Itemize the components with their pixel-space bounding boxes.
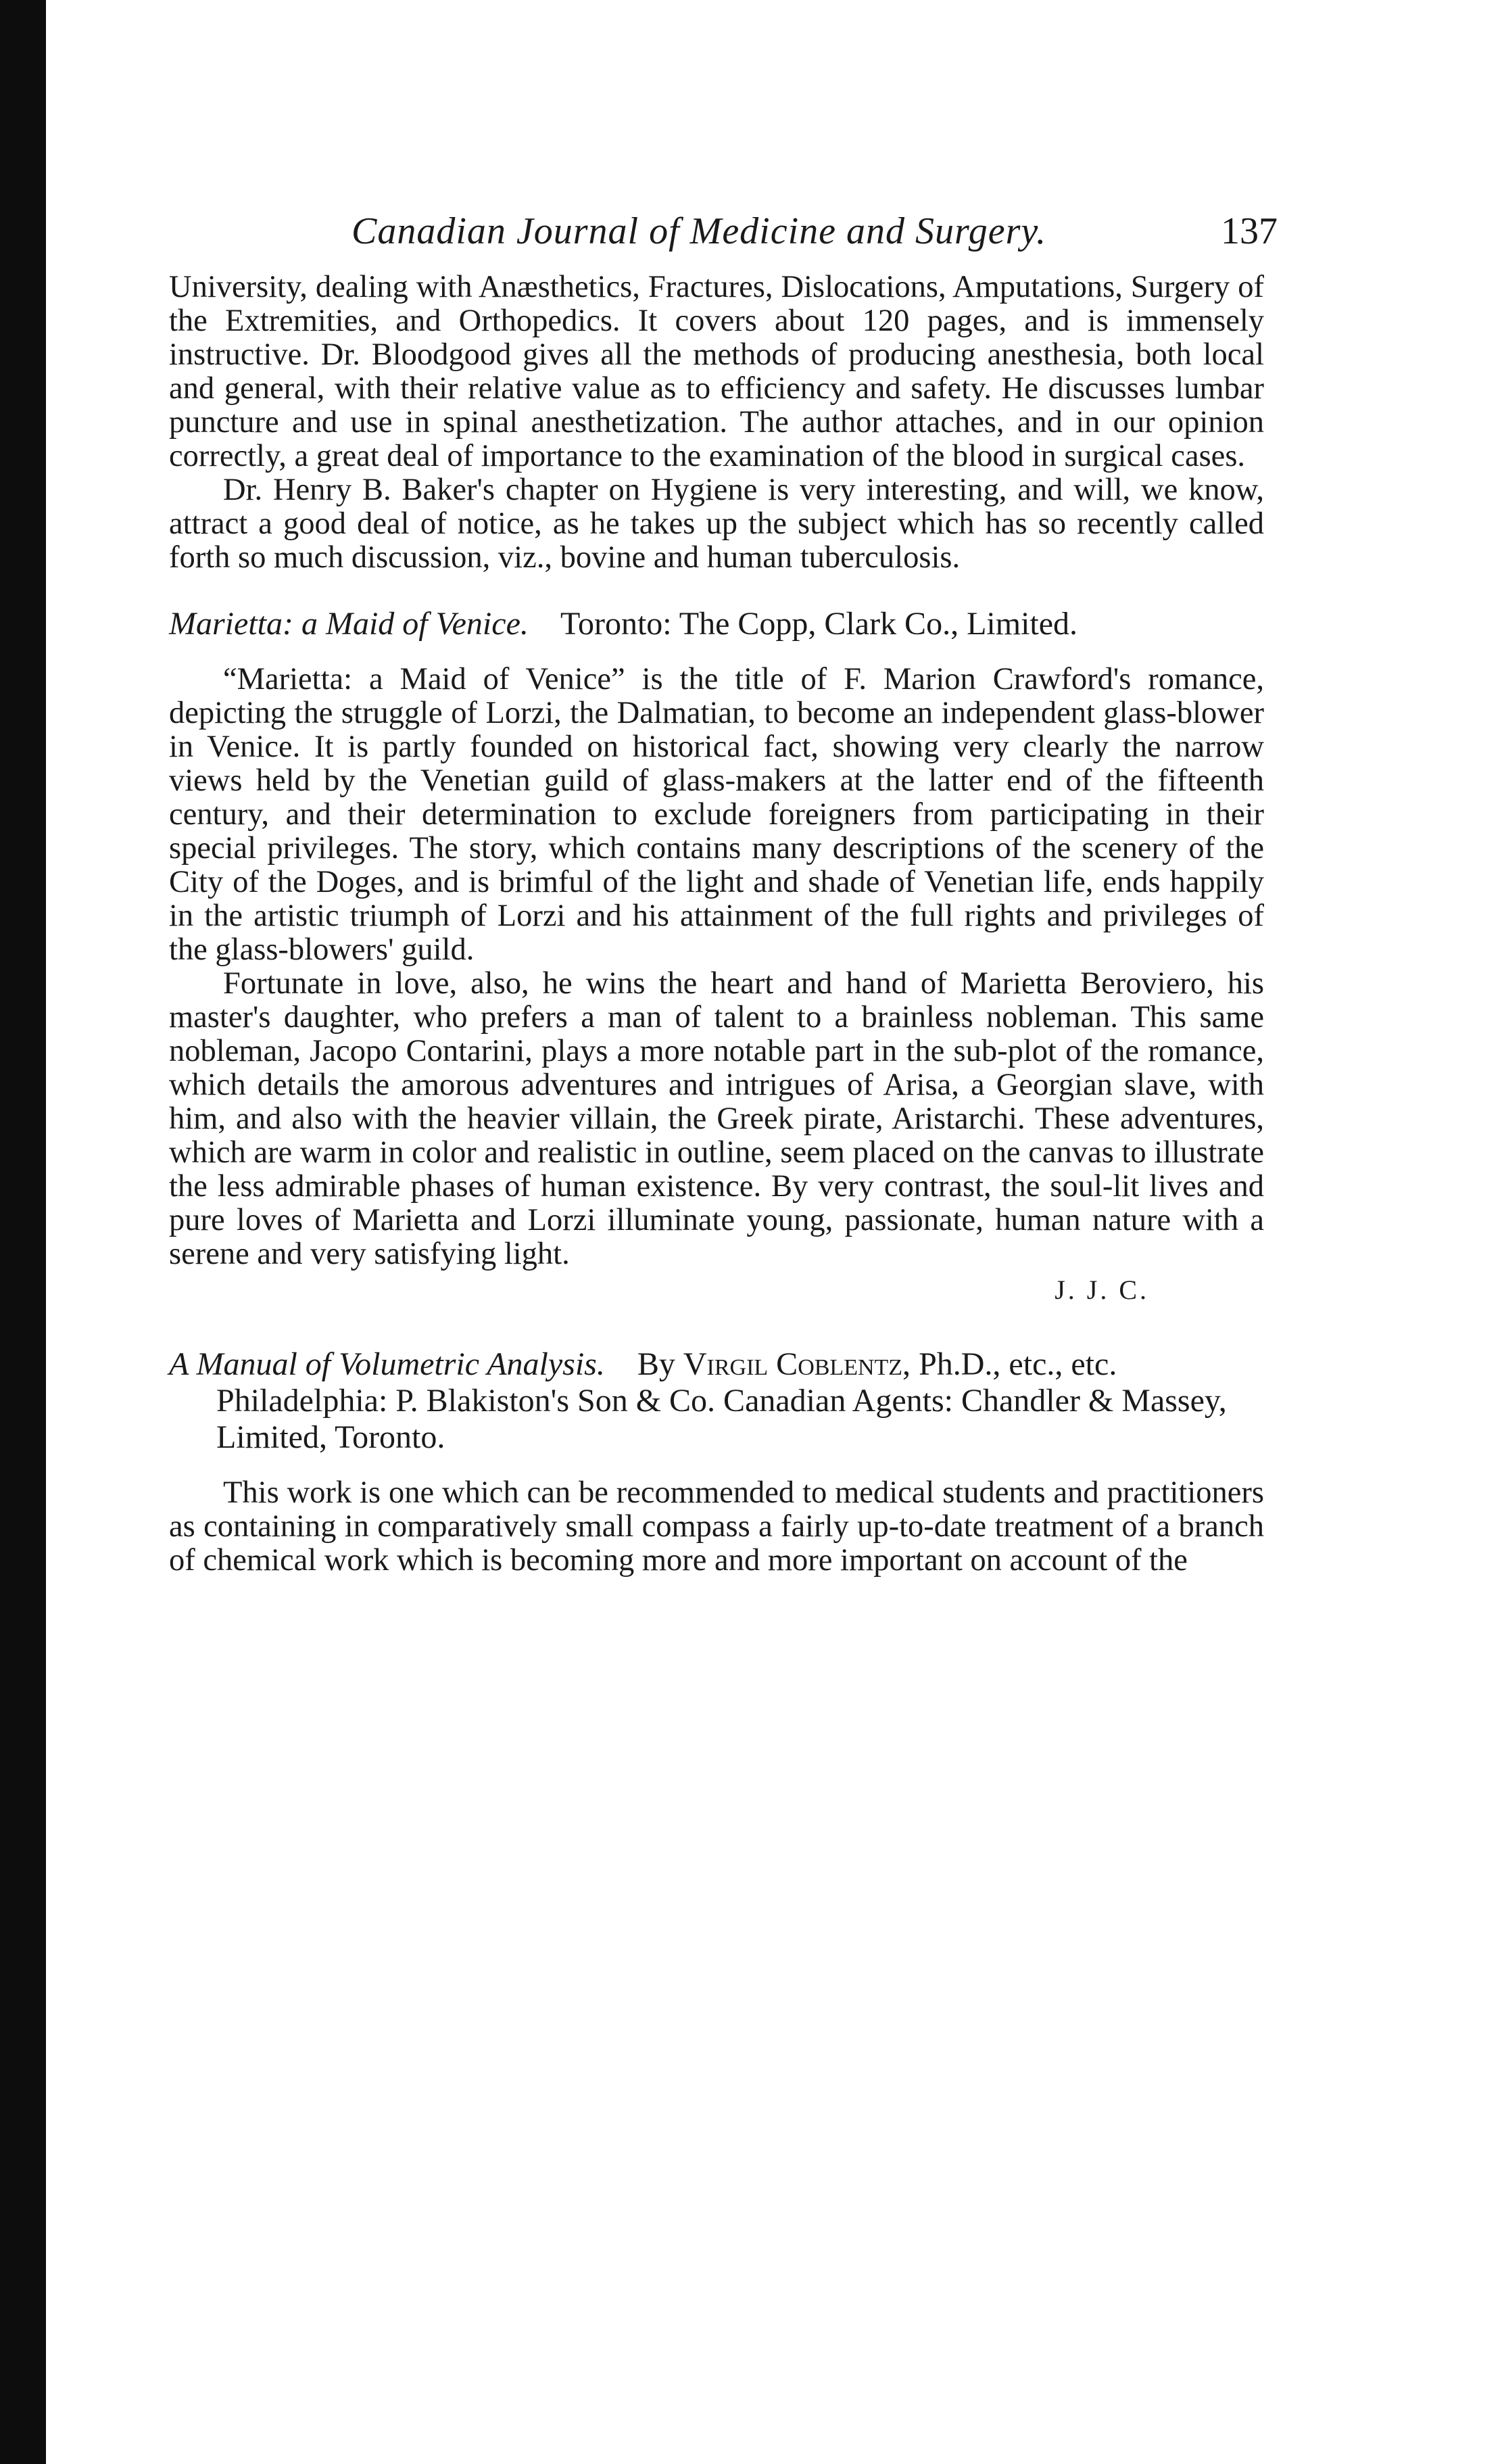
author-name: Virgil Coblentz, (683, 1346, 911, 1382)
review-heading-manual (169, 1346, 1264, 1456)
review-paragraph: Fortunate in love, also, he wins the heart and hand of Marietta Beroviero, his master's daughter, who prefers a man of talent to a brainless nobleman. This same nobleman, Jacopo Contarini, plays a more notable part in the sub-plot of the romance, which details the amorous adventures and intrigues of Arisa, a Georgian slave, with him, and also with the heavier villain, the Greek pirate, Aristarchi. These adventures, which are warm in color and realistic in outline, seem placed on the canvas to illustrate the less admirable phases of human existence. By very contrast, the soul-lit lives and pure loves of Marietta and Lorzi illuminate young, passionate, human nature with a serene and very satisfying light. (169, 966, 1264, 1271)
body-paragraph: Dr. Henry B. Baker's chapter on Hygiene is very interesting, and will, we know, attract a good deal of notice, as he takes up the subject which has so recently called forth so much discussion, viz., bovine and human tuberculosis. (169, 473, 1264, 575)
review-paragraph: This work is one which can be recommended to medical students and practitioners as containing in comparatively small compass a fairly up-to-date treatment of a branch of chemical work which is becoming more and more important on account of the (169, 1475, 1264, 1578)
publisher-info: Ph.D., etc., etc. Philadelphia: P. Blakiston's Son & Co. Canadian Agents: Chandler & Massey, Limited, Toronto. (216, 1346, 1227, 1455)
scan-left-edge (0, 0, 46, 2464)
review-heading-marietta (169, 606, 1264, 642)
body-paragraph: University, dealing with Anæsthetics, Fractures, Dislocations, Amputations, Surgery of the Extremities, and Orthopedics. It covers about 120 pages, and is immensely instructive. Dr. Bloodgood gives all the methods of producing anesthesia, both local and general, with their relative value as to efficiency and safety. He discusses lumbar puncture and use in spinal anesthetization. The author attaches, and in our opinion correctly, a great deal of importance to the examination of the blood in surgical cases. (169, 270, 1264, 473)
author-prefix: By (637, 1346, 675, 1382)
publisher-info: Toronto: The Copp, Clark Co., Limited. (560, 606, 1078, 642)
review-signature: J. J. C. (1055, 1275, 1149, 1305)
book-title: Marietta: a Maid of Venice. (169, 606, 529, 642)
running-head-title: Canadian Journal of Medicine and Surgery. (352, 210, 1047, 252)
page-number: 137 (1221, 210, 1278, 252)
running-head (169, 210, 1278, 270)
review-paragraph: “Marietta: a Maid of Venice” is the title of F. Marion Crawford's romance, depicting the struggle of Lorzi, the Dalmatian, to become an independent glass-blower in Venice. It is partly founded on historical fact, showing very clearly the narrow views held by the Venetian guild of glass-makers at the latter end of the fifteenth century, and their determination to exclude foreigners from participating in their special privileges. The story, which contains many descriptions of the scenery of the City of the Doges, and is brimful of the light and shade of Venetian life, ends happily in the artistic triumph of Lorzi and his attainment of the full rights and privileges of the glass-blowers' guild. (169, 662, 1264, 967)
journal-page (169, 210, 1278, 1578)
book-title: A Manual of Volumetric Analysis. (169, 1346, 605, 1382)
